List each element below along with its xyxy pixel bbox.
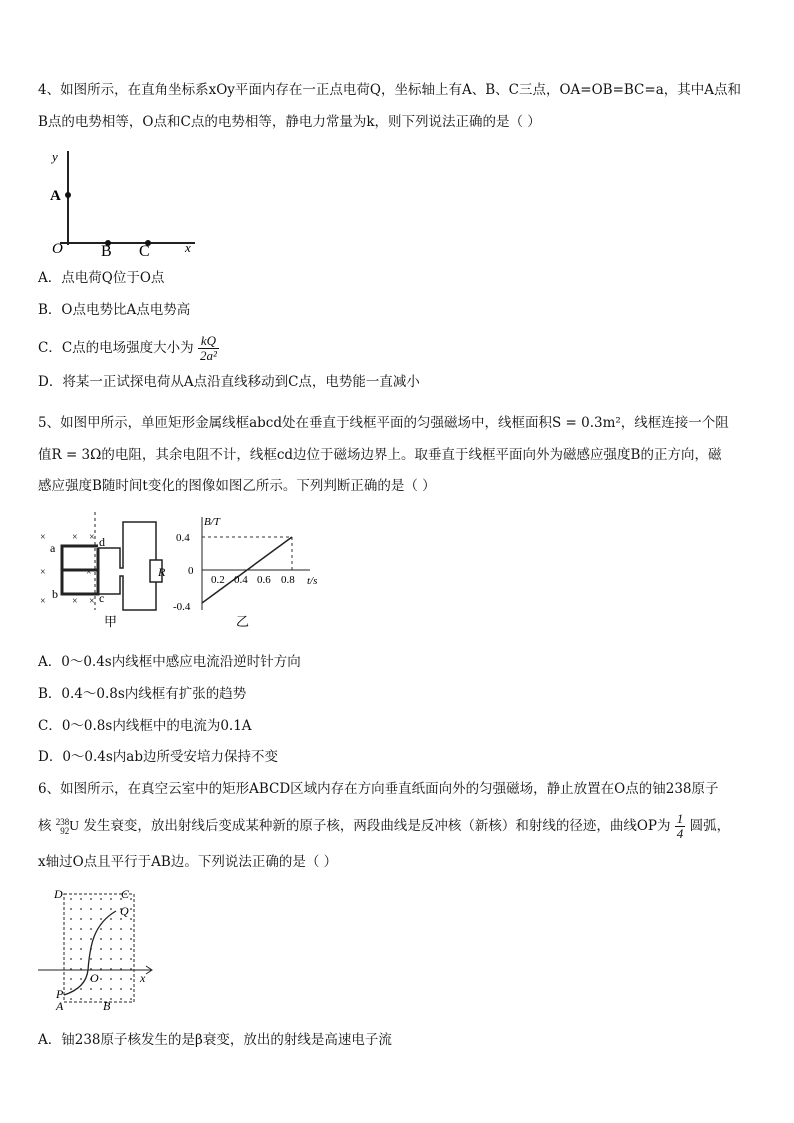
q6-stem-text: 核 xyxy=(38,818,52,834)
q5-x-tick: 0.8 xyxy=(281,574,295,586)
field-cross-mark: × xyxy=(89,596,95,607)
q5-y-tick-zero: 0 xyxy=(188,565,194,577)
q4-option-d[interactable]: D．将某一正试探电荷从A点沿直线移动到C点，电势能一直减小 xyxy=(38,374,420,390)
isotope-symbol: U xyxy=(69,818,80,833)
q6-stem-line-3: x轴过O点且平行于AB边。下列说法正确的是（ ） xyxy=(38,854,338,870)
q6-label-q: Q xyxy=(120,904,129,918)
field-cross-mark: × xyxy=(40,567,46,578)
q6-label-b: B xyxy=(103,999,111,1013)
q5-label-a: a xyxy=(50,541,56,555)
q5-label-b: b xyxy=(52,587,58,601)
uranium-isotope xyxy=(56,818,70,836)
q5-figure-yi xyxy=(170,515,330,633)
field-cross-mark: × xyxy=(72,596,78,607)
q6-label-x: x xyxy=(140,971,146,985)
fraction-denominator: 2a² xyxy=(199,348,217,363)
q4-y-label: y xyxy=(52,149,58,164)
fraction-numerator: 1 xyxy=(676,811,684,826)
q4-option-c[interactable] xyxy=(38,330,219,366)
q5-label-r: R xyxy=(158,565,166,579)
q6-stem-line-2 xyxy=(38,806,730,846)
q5-option-b[interactable]: B．0.4～0.8s内线框有扩张的趋势 xyxy=(38,686,247,702)
q4-stem-line-1: 4、如图所示，在直角坐标系xOy平面内存在一正点电荷Q，坐标轴上有A、B、C三点，OA=OB=BC=a，其中A点和 xyxy=(38,82,742,98)
q6-label-o: O xyxy=(90,971,99,985)
q6-figure xyxy=(36,884,166,1019)
field-cross-mark: × xyxy=(72,532,78,543)
q5-stem-line-2: 值R = 3Ω的电阻，其余电阻不计，线框cd边位于磁场边界上。取垂直于线框平面向外为磁感应强度B的正方向，磁 xyxy=(38,447,722,463)
q4-point-a xyxy=(65,192,71,198)
q5-x-axis-label: t/s xyxy=(307,575,318,587)
q5-label-c: c xyxy=(99,591,105,605)
q5-caption-yi: 乙 xyxy=(236,614,250,629)
q6-label-p: P xyxy=(56,987,64,1001)
q6-stem-text: 发生衰变，放出射线后变成某种新的原子核，两段曲线是反冲核（新核）和射线的径迹，曲线OP为 xyxy=(83,818,671,834)
fraction-denominator: 4 xyxy=(676,826,684,841)
q5-y-axis-label: B/T xyxy=(204,516,220,528)
q6-option-a[interactable]: A．铀238原子核发生的是β衰变，放出的射线是高速电子流 xyxy=(38,1032,392,1048)
q5-x-tick: 0.6 xyxy=(257,574,271,586)
quarter-fraction xyxy=(675,812,686,841)
q4-stem-line-2: B点的电势相等，O点和C点的电势相等，静电力常量为k，则下列说法正确的是（ ） xyxy=(38,114,541,130)
isotope-number: 92 xyxy=(60,825,70,836)
q4-x-label: x xyxy=(185,240,191,255)
q5-option-c[interactable]: C．0～0.8s内线框中的电流为0.1A xyxy=(38,718,252,734)
q6-label-c: C xyxy=(121,887,130,901)
q5-x-tick: 0.2 xyxy=(211,574,225,586)
q5-option-a[interactable]: A．0～0.4s内线框中感应电流沿逆时针方向 xyxy=(38,654,301,670)
field-cross-mark: × xyxy=(89,532,95,543)
field-cross-mark: × xyxy=(40,596,46,607)
q5-stem-line-1: 5、如图甲所示，单匝矩形金属线框abcd处在垂直于线框平面的匀强磁场中，线框面积S = 0.3m²，线框连接一个阻 xyxy=(38,415,729,431)
q5-label-d: d xyxy=(99,535,105,549)
q5-y-tick-bottom: -0.4 xyxy=(173,601,191,613)
q6-label-d: D xyxy=(54,887,63,901)
isotope-mass: 238 xyxy=(55,816,70,827)
q6-label-a: A xyxy=(56,999,64,1013)
q5-stem-line-3: 感应强度B随时间t变化的图像如图乙所示。下列判断正确的是（ ） xyxy=(38,478,436,494)
q6-stem-line-1: 6、如图所示，在真空云室中的矩形ABCD区域内存在方向垂直纸面向外的匀强磁场，静止放置在O点的铀238原子 xyxy=(38,781,719,797)
q5-option-d[interactable]: D．0～0.4s内ab边所受安培力保持不变 xyxy=(38,749,279,765)
q5-figure-jia xyxy=(38,510,168,630)
q4-label-b: B xyxy=(101,243,112,258)
q6-stem-text: 圆弧， xyxy=(689,818,731,834)
q4-label-o: O xyxy=(52,241,63,257)
q4-option-c-fraction xyxy=(198,334,219,363)
fraction-numerator: kQ xyxy=(198,334,219,349)
field-cross-mark: × xyxy=(40,532,46,543)
q4-label-a: A xyxy=(50,188,61,204)
q5-caption-jia: 甲 xyxy=(104,614,118,629)
q4-option-b[interactable]: B．O点电势比A点电势高 xyxy=(38,302,191,318)
q5-y-tick-top: 0.4 xyxy=(176,532,190,544)
q4-figure xyxy=(40,143,200,258)
q5-x-tick: 0.4 xyxy=(234,574,248,586)
q4-option-c-text: C．C点的电场强度大小为 xyxy=(38,340,194,356)
q4-label-c: C xyxy=(139,243,150,258)
field-cross-mark: × xyxy=(86,567,92,578)
q4-option-a[interactable]: A．点电荷Q位于O点 xyxy=(38,270,165,286)
